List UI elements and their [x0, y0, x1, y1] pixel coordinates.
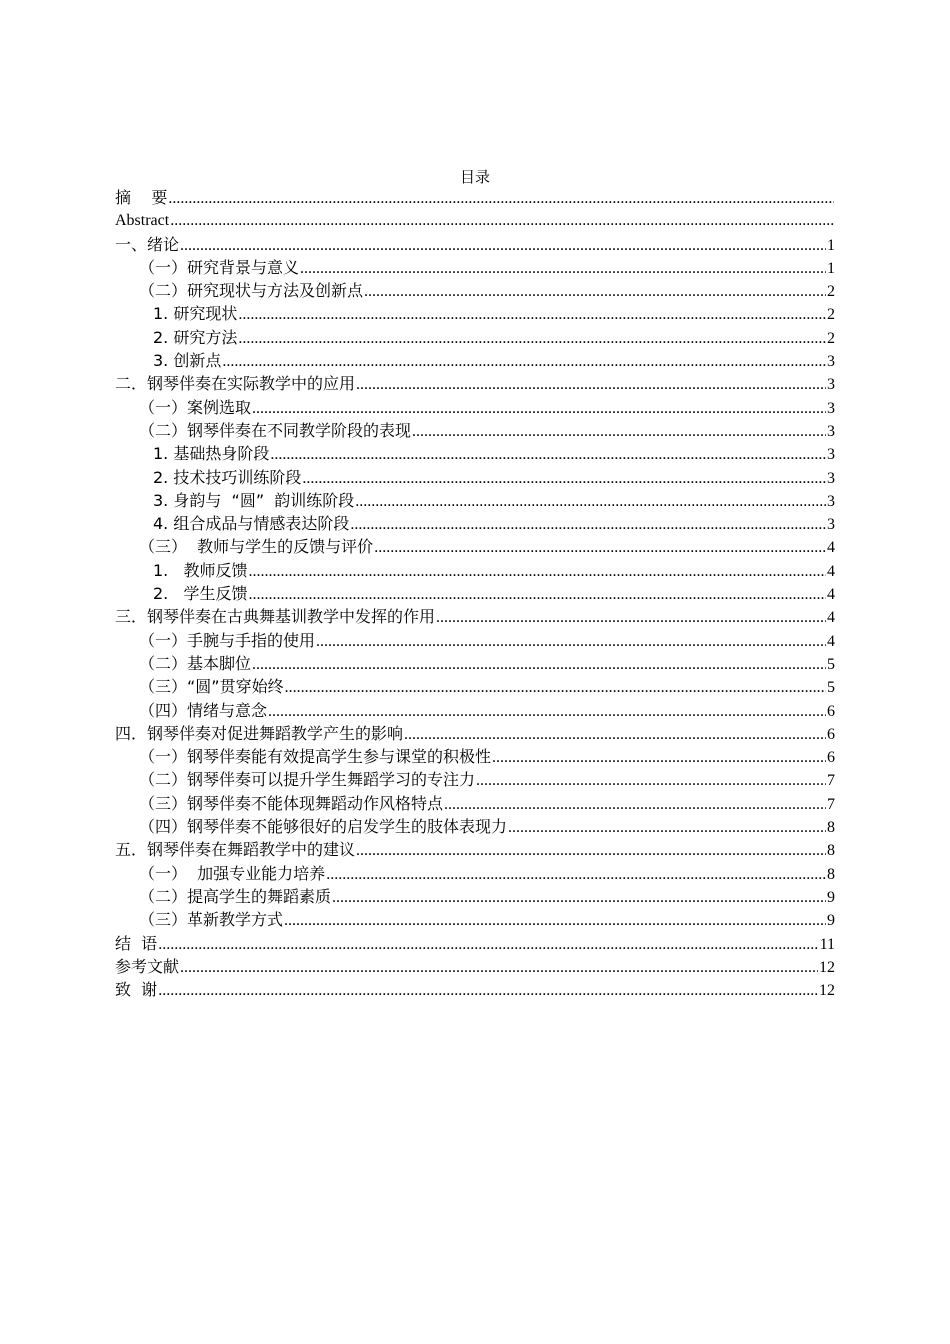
toc-leader-dots: [249, 560, 826, 583]
toc-entry-page: 9: [827, 912, 835, 930]
toc-entry[interactable]: [115, 745, 835, 768]
toc-entry-page: 3: [827, 492, 835, 510]
toc-entry[interactable]: [115, 722, 835, 745]
toc-entry-label: 四．钢琴伴奏对促进舞蹈教学产生的影响: [115, 723, 404, 743]
toc-entry-label: 三．钢琴伴奏在古典舞基训教学中发挥的作用: [115, 607, 436, 627]
toc-entry-page: 3: [827, 422, 835, 440]
toc-entry-label: （一）手腕与手指的使用: [139, 630, 316, 650]
toc-leader-dots: [238, 303, 826, 326]
toc-entry-label: 致 谢: [115, 980, 158, 1000]
toc-entry-label: 2. 学生反馈: [153, 584, 248, 604]
toc-entry-label: 1. 基础热身阶段: [153, 444, 270, 464]
toc-leader-dots: [170, 209, 834, 232]
toc-leader-dots: [404, 723, 826, 746]
toc-leader-dots: [158, 933, 818, 956]
toc-entry-page: 3: [827, 376, 835, 394]
toc-entry[interactable]: [115, 955, 835, 978]
toc-entry[interactable]: [115, 233, 835, 256]
toc-entry-label: 摘 要: [115, 188, 168, 207]
toc-entry[interactable]: [115, 442, 835, 465]
toc-entry[interactable]: [115, 582, 835, 605]
toc-entry-label: 参考文献: [115, 956, 180, 976]
toc-entry-label: （一） 加强专业能力培养: [139, 863, 326, 883]
toc-entry-page: 8: [827, 819, 835, 837]
toc-entry-page: 6: [827, 702, 835, 720]
toc-entry-page: 2: [827, 329, 835, 347]
toc-entry-page: 4: [827, 539, 835, 557]
toc-entry[interactable]: [115, 838, 835, 861]
toc-entry-label: 2. 研究方法: [153, 327, 238, 347]
toc-entry-label: 3. 身韵与 “圆” 韵训练阶段: [153, 490, 355, 510]
toc-entry-page: 4: [827, 586, 835, 604]
toc-entry-page: 8: [827, 842, 835, 860]
toc-leader-dots: [222, 350, 826, 373]
toc-leader-dots: [300, 257, 826, 280]
toc-entry[interactable]: [115, 768, 835, 791]
toc-entry-label: （三）革新教学方式: [139, 910, 284, 930]
toc-entry[interactable]: [115, 792, 835, 815]
toc-entry[interactable]: [115, 256, 835, 279]
toc-entry[interactable]: [115, 652, 835, 675]
toc-entry-page: 7: [827, 795, 835, 813]
toc-leader-dots: [356, 839, 826, 862]
toc-entry[interactable]: [115, 279, 835, 302]
toc-entry-label: 2. 技术技巧训练阶段: [153, 467, 302, 487]
toc-entry[interactable]: [115, 885, 835, 908]
toc-entry-page: 6: [827, 725, 835, 743]
toc-leader-dots: [238, 327, 826, 350]
toc-entry-page: 7: [827, 772, 835, 790]
toc-entry-page: 6: [827, 749, 835, 767]
toc-leader-dots: [374, 536, 826, 559]
toc-leader-dots: [326, 863, 826, 886]
toc-entry-label: （二）研究现状与方法及创新点: [139, 281, 364, 301]
toc-leader-dots: [158, 979, 818, 1002]
toc-leader-dots: [356, 373, 826, 396]
toc-entry-page: 5: [827, 655, 835, 673]
toc-entry-page: 11: [819, 935, 835, 953]
toc-entry-label: （二）基本脚位: [139, 653, 252, 673]
toc-entry-label: （三）钢琴伴奏不能体现舞蹈动作风格特点: [139, 793, 444, 813]
toc-entry-page: 4: [827, 632, 835, 650]
toc-entry[interactable]: [115, 349, 835, 372]
toc-entry[interactable]: [115, 675, 835, 698]
toc-entry[interactable]: [115, 372, 835, 395]
toc-leader-dots: [252, 653, 826, 676]
toc-entry[interactable]: [115, 699, 835, 722]
toc-entry-label: （二）钢琴伴奏在不同教学阶段的表现: [139, 420, 412, 440]
toc-entry-page: 4: [827, 609, 835, 627]
toc-entry-page: 9: [827, 888, 835, 906]
toc-entry-label: （一）案例选取: [139, 397, 252, 417]
toc-entry[interactable]: [115, 466, 835, 489]
toc-entry-page: 3: [827, 353, 835, 371]
toc-entry-page: 4: [827, 562, 835, 580]
toc-title: 目录: [459, 168, 490, 186]
toc-entry[interactable]: [115, 932, 835, 955]
toc-leader-dots: [332, 886, 826, 909]
toc-leader-dots: [284, 909, 826, 932]
toc-entry-page: 3: [827, 446, 835, 464]
toc-entry-page: 5: [827, 679, 835, 697]
toc-entry-label: （三） 教师与学生的反馈与评价: [139, 537, 374, 557]
toc-entry[interactable]: [115, 978, 835, 1001]
toc-entry-label: （三）“圆”贯穿始终: [139, 677, 284, 697]
toc-entry-label: 一、绪论: [115, 234, 180, 254]
toc-entry[interactable]: [115, 186, 835, 209]
toc-leader-dots: [285, 676, 826, 699]
toc-entry-label: 1. 研究现状: [153, 304, 238, 324]
toc-leader-dots: [270, 443, 826, 466]
toc-leader-dots: [508, 816, 826, 839]
toc-entry[interactable]: [115, 209, 835, 232]
toc-entry-page: 2: [827, 283, 835, 301]
toc-leader-dots: [249, 583, 826, 606]
toc-entry[interactable]: [115, 559, 835, 582]
toc-entry-label: （二）钢琴伴奏可以提升学生舞蹈学习的专注力: [139, 770, 476, 790]
toc-entry-label: 4. 组合成品与情感表达阶段: [153, 514, 350, 534]
toc-entry-label: 1. 教师反馈: [153, 560, 248, 580]
toc-entry[interactable]: [115, 302, 835, 325]
toc-leader-dots: [412, 420, 826, 443]
toc-entry[interactable]: [115, 862, 835, 885]
toc-entry-label: 结 语: [115, 933, 158, 953]
toc-entry-label: 3. 创新点: [153, 351, 222, 371]
toc-entry-page: 3: [827, 469, 835, 487]
toc-entry-label: 二．钢琴伴奏在实际教学中的应用: [115, 374, 356, 394]
toc-leader-dots: [302, 467, 826, 490]
toc-leader-dots: [180, 234, 826, 257]
toc-entry[interactable]: [115, 326, 835, 349]
toc-entry-page: 1: [827, 259, 835, 277]
toc-entry[interactable]: [115, 815, 835, 838]
toc-entry-page: 3: [827, 516, 835, 534]
toc-entry[interactable]: [115, 396, 835, 419]
toc-leader-dots: [316, 630, 826, 653]
toc-entry-page: 2: [827, 306, 835, 324]
toc-entry-label: （四）情绪与意念: [139, 700, 268, 720]
toc-leader-dots: [350, 513, 826, 536]
toc-entry-page: 1: [827, 236, 835, 254]
toc-leader-dots: [444, 793, 826, 816]
toc-entry-page: 12: [819, 982, 835, 1000]
toc-leader-dots: [364, 280, 826, 303]
toc-entry-label: （一）钢琴伴奏能有效提高学生参与课堂的积极性: [139, 747, 492, 767]
toc-entry[interactable]: [115, 908, 835, 931]
toc-entry-page: 8: [827, 865, 835, 883]
toc-entry-page: 12: [819, 958, 835, 976]
toc-entry[interactable]: [115, 489, 835, 512]
table-of-contents: [115, 186, 835, 1001]
toc-entry[interactable]: [115, 605, 835, 628]
toc-leader-dots: [252, 397, 826, 420]
toc-leader-dots: [436, 606, 826, 629]
toc-entry[interactable]: [115, 419, 835, 442]
toc-leader-dots: [168, 187, 834, 210]
toc-entry-label: （二）提高学生的舞蹈素质: [139, 886, 332, 906]
toc-leader-dots: [476, 769, 826, 792]
toc-leader-dots: [492, 746, 826, 769]
toc-entry-label: 五．钢琴伴奏在舞蹈教学中的建议: [115, 840, 356, 860]
toc-leader-dots: [268, 700, 826, 723]
toc-entry-label: Abstract: [115, 212, 170, 230]
toc-entry[interactable]: [115, 512, 835, 535]
toc-entry[interactable]: [115, 535, 835, 558]
toc-leader-dots: [180, 956, 818, 979]
toc-entry-label: （四）钢琴伴奏不能够很好的启发学生的肢体表现力: [139, 817, 508, 837]
toc-entry-label: （一）研究背景与意义: [139, 257, 300, 277]
toc-leader-dots: [355, 490, 826, 513]
toc-entry-page: 3: [827, 399, 835, 417]
toc-entry[interactable]: [115, 629, 835, 652]
